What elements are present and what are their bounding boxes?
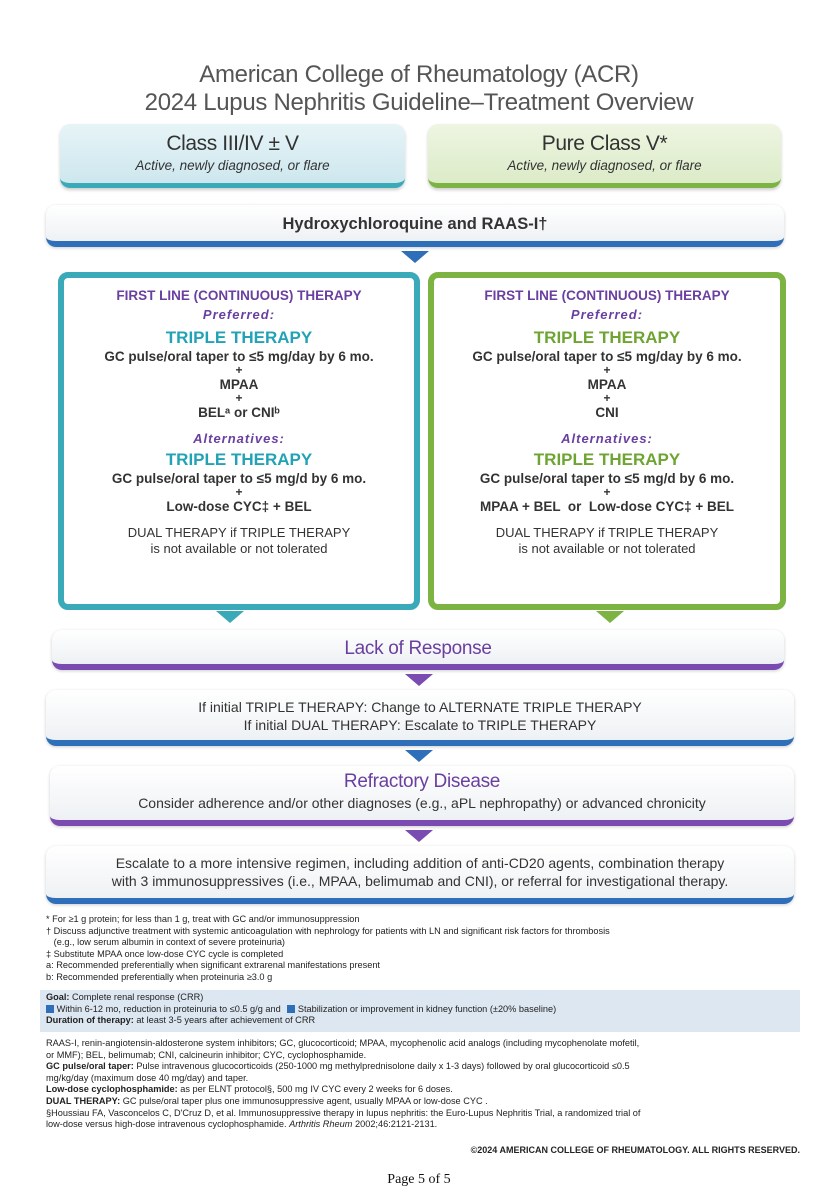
preferred-gc-line: GC pulse/oral taper to ≤5 mg/day by 6 mo. xyxy=(472,349,742,364)
preferred-mpaa-line: MPAA xyxy=(587,377,627,392)
plus-sign: + xyxy=(603,363,611,377)
lack-of-response-bar xyxy=(52,630,784,670)
preferred-triple-therapy: TRIPLE THERAPY xyxy=(533,328,681,347)
pure-class-v-heading: Pure Class V* xyxy=(541,132,668,155)
title-line-2: 2024 Lupus Nephritis Guideline–Treatment Overview xyxy=(144,89,694,116)
refractory-disease-text: Consider adherence and/or other diagnoses (e.g., aPL nephropathy) or advanced chronicity xyxy=(138,795,706,811)
goal-label: Goal: xyxy=(46,992,70,1002)
escalate-line-2: with 3 immunosuppressives (i.e., MPAA, belimumab and CNI), or referral for investigational therapy. xyxy=(111,873,729,889)
gc-taper-text-2: mg/kg/day (maximum dose 40 mg/day) and taper. xyxy=(46,1072,249,1083)
preferred-bel-cni-line: BELᵃ or CNIᵇ xyxy=(198,405,280,420)
alternative-mpaa-bel-cyc-line: MPAA + BEL or Low-dose CYC‡ + BEL xyxy=(479,499,735,514)
reference-journal: Arthritis Rheum xyxy=(289,1119,353,1130)
pure-class-v-therapy-box xyxy=(428,272,786,610)
dual-therapy-text: GC pulse/oral taper plus one immunosuppressive agent, usually MPAA or low-dose CYC . xyxy=(122,1095,488,1106)
footnote: (e.g., low serum albumin in context of severe proteinuria) xyxy=(46,937,285,948)
preferred-mpaa-line: MPAA xyxy=(219,377,259,392)
alternatives-label: Alternatives: xyxy=(193,431,285,446)
plus-sign: + xyxy=(235,485,243,499)
goal-item-1: Within 6-12 mo, reduction in proteinuria to ≤0.5 g/g and xyxy=(56,1003,281,1014)
escalate-line-1: Escalate to a more intensive regimen, including addition of anti-CD20 agents, combination therapy xyxy=(115,855,725,871)
alternative-triple-therapy: TRIPLE THERAPY xyxy=(165,450,313,469)
footnote: a: Recommended preferentially when significant extrarenal manifestations present xyxy=(46,960,380,971)
abbrev-line-2: or MMF); BEL, belimumab; CNI, calcineurin inhibitor; CYC, cyclophosphamide. xyxy=(46,1049,367,1060)
page-number: Page 5 of 5 xyxy=(387,1172,451,1187)
arrow-down-icon xyxy=(405,674,433,686)
class-iii-iv-header xyxy=(60,124,405,188)
alternative-gc-line: GC pulse/oral taper to ≤5 mg/d by 6 mo. xyxy=(479,471,735,486)
footnote: † Discuss adjunctive treatment with systemic anticoagulation with nephrology for patients with LN and significant risk factors for thrombosis xyxy=(46,925,610,936)
alternative-triple-therapy: TRIPLE THERAPY xyxy=(533,450,681,469)
plus-sign: + xyxy=(603,485,611,499)
square-bullet-icon xyxy=(46,1005,54,1013)
goal-text: Complete renal response (CRR) xyxy=(72,992,204,1002)
dual-therapy-label: DUAL THERAPY: xyxy=(46,1095,121,1106)
class-iii-iv-heading: Class III/IV ± V xyxy=(166,132,299,155)
preferred-label: Preferred: xyxy=(570,307,644,322)
change-therapy-line-2: If initial DUAL THERAPY: Escalate to TRIPLE THERAPY xyxy=(243,717,597,733)
arrow-down-icon xyxy=(405,830,433,842)
abbrev-line-1: RAAS-I, renin-angiotensin-aldosterone system inhibitors; GC, glucocorticoid; MPAA, mycophenolic acid analogs (including mycophenolate mofetil, xyxy=(46,1038,640,1048)
plus-sign: + xyxy=(235,391,243,405)
gc-taper-text: Pulse intravenous glucocorticoids (250-1000 mg methylprednisolone daily x 1-3 days) followed by oral glucocorticoid ≤0.5 xyxy=(136,1061,630,1072)
preferred-label: Preferred: xyxy=(202,307,276,322)
dual-therapy-line-2: is not available or not tolerated xyxy=(150,541,328,556)
arrow-down-icon xyxy=(405,750,433,762)
low-dose-cyc-label: Low-dose cyclophosphamide: xyxy=(46,1084,178,1095)
change-therapy-box xyxy=(46,690,794,746)
goal-item-2: Stabilization or improvement in kidney function (±20% baseline) xyxy=(297,1003,557,1014)
footnotes xyxy=(46,914,806,984)
arrow-down-icon xyxy=(216,611,244,623)
footnote: b: Recommended preferentially when proteinuria ≥3.0 g xyxy=(46,971,273,982)
refractory-disease-title: Refractory Disease xyxy=(343,771,501,792)
arrow-down-icon xyxy=(401,251,429,263)
title-line-1: American College of Rheumatology (ACR) xyxy=(199,61,639,88)
arrow-down-icon xyxy=(596,611,624,623)
plus-sign: + xyxy=(603,391,611,405)
refractory-disease-box xyxy=(50,766,794,826)
lack-of-response-title: Lack of Response xyxy=(344,638,492,659)
duration-label: Duration of therapy: xyxy=(46,1015,134,1026)
dual-therapy-line-1: DUAL THERAPY if TRIPLE THERAPY xyxy=(127,525,351,540)
hcq-bar-text: Hydroxychloroquine and RAAS-I† xyxy=(282,215,548,233)
preferred-triple-therapy: TRIPLE THERAPY xyxy=(165,328,313,347)
duration-text: at least 3-5 years after achievement of CRR xyxy=(136,1015,316,1026)
copyright: ©2024 AMERICAN COLLEGE OF RHEUMATOLOGY. ALL RIGHTS RESERVED. xyxy=(470,1145,800,1155)
escalate-box xyxy=(46,846,794,904)
class-iii-iv-therapy-box xyxy=(58,272,420,610)
alternative-cyc-line: Low-dose CYC‡ + BEL xyxy=(166,499,312,514)
abbreviations xyxy=(46,1038,806,1131)
alternative-gc-line: GC pulse/oral taper to ≤5 mg/d by 6 mo. xyxy=(111,471,367,486)
reference-line-2: low-dose versus high-dose intravenous cyclophosphamide. xyxy=(46,1119,287,1130)
reference-line-1: §Houssiau FA, Vasconcelos C, D'Cruz D, et al. Immunosuppressive therapy in lupus nephritis: the Euro-Lupus Nephritis Trial, a randomized trial of xyxy=(46,1107,641,1118)
class-iii-iv-subheading: Active, newly diagnosed, or flare xyxy=(135,158,330,173)
dual-therapy-line-1: DUAL THERAPY if TRIPLE THERAPY xyxy=(495,525,719,540)
preferred-cni-line: CNI xyxy=(595,405,619,420)
pure-class-v-subheading: Active, newly diagnosed, or flare xyxy=(507,158,702,173)
reference-citation: 2002;46:2121-2131. xyxy=(354,1119,438,1130)
footnote: ‡ Substitute MPAA once low-dose CYC cycle is completed xyxy=(46,948,284,959)
low-dose-cyc-text: as per ELNT protocol§, 500 mg IV CYC every 2 weeks for 6 doses. xyxy=(180,1084,453,1095)
preferred-gc-line: GC pulse/oral taper to ≤5 mg/day by 6 mo. xyxy=(104,349,374,364)
footnote: * For ≥1 g protein; for less than 1 g, treat with GC and/or immunosuppression xyxy=(46,914,360,924)
square-bullet-icon xyxy=(287,1005,295,1013)
alternatives-label: Alternatives: xyxy=(561,431,653,446)
dual-therapy-line-2: is not available or not tolerated xyxy=(518,541,696,556)
goal-box xyxy=(40,990,800,1032)
hcq-bar xyxy=(46,205,784,247)
gc-taper-label: GC pulse/oral taper: xyxy=(46,1061,134,1072)
change-therapy-line-1: If initial TRIPLE THERAPY: Change to ALTERNATE TRIPLE THERAPY xyxy=(198,699,642,715)
plus-sign: + xyxy=(235,363,243,377)
first-line-label: FIRST LINE (CONTINUOUS) THERAPY xyxy=(116,288,362,303)
pure-class-v-header xyxy=(428,124,781,188)
first-line-label: FIRST LINE (CONTINUOUS) THERAPY xyxy=(484,288,730,303)
